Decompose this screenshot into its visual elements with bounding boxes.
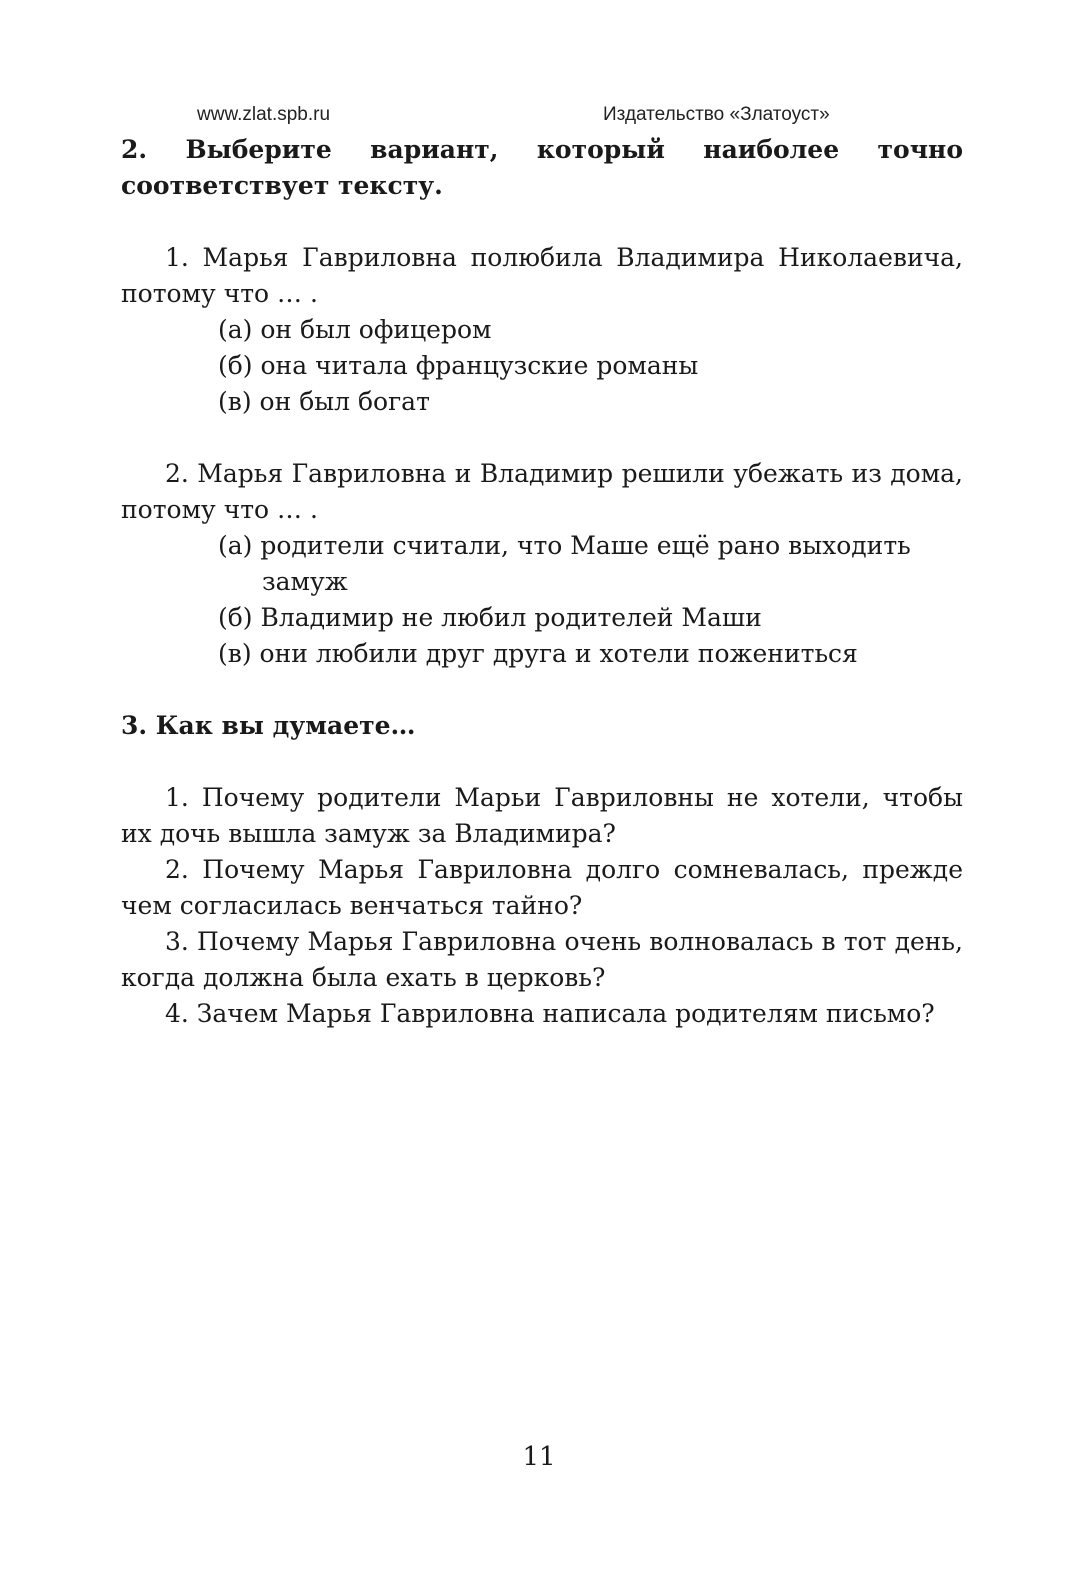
question-1-text: 1. Марья Гавриловна полюбила Владимира Николаевича, потому что … .	[121, 243, 963, 308]
question-2-options	[218, 528, 963, 672]
page-body	[121, 132, 963, 1032]
section-2-title: 2. Выберите вариант, который наиболее точно соответствует тексту.	[121, 135, 963, 200]
option-b: (б) она читала французские романы	[218, 351, 699, 380]
option-a: (а) родители считали, что Маше ещё рано выходить замуж	[218, 531, 911, 596]
option-a: (а) он был офицером	[218, 315, 492, 344]
question-2-text: 2. Марья Гавриловна и Владимир решили убежать из дома, потому что … .	[121, 459, 963, 524]
option-c: (в) он был богат	[218, 387, 430, 416]
section-3-title: 3. Как вы думаете…	[121, 711, 416, 740]
header-publisher: Издательство «Златоуст»	[603, 104, 830, 125]
header-site-url: www.zlat.spb.ru	[197, 104, 331, 125]
page-number: 11	[522, 1442, 556, 1472]
question-1-options	[218, 312, 963, 420]
discussion-question: 1. Почему родители Марьи Гавриловны не хотели, чтобы их дочь вышла замуж за Владимира?	[121, 783, 963, 848]
discussion-question: 4. Зачем Марья Гавриловна написала родителям письмо?	[165, 999, 935, 1028]
discussion-question: 3. Почему Марья Гавриловна очень волновалась в тот день, когда должна была ехать в церковь?	[121, 927, 963, 992]
option-b: (б) Владимир не любил родителей Маши	[218, 603, 762, 632]
option-c: (в) они любили друг друга и хотели пожениться	[218, 639, 858, 668]
discussion-question: 2. Почему Марья Гавриловна долго сомневалась, прежде чем согласилась венчаться тайно?	[121, 855, 963, 920]
